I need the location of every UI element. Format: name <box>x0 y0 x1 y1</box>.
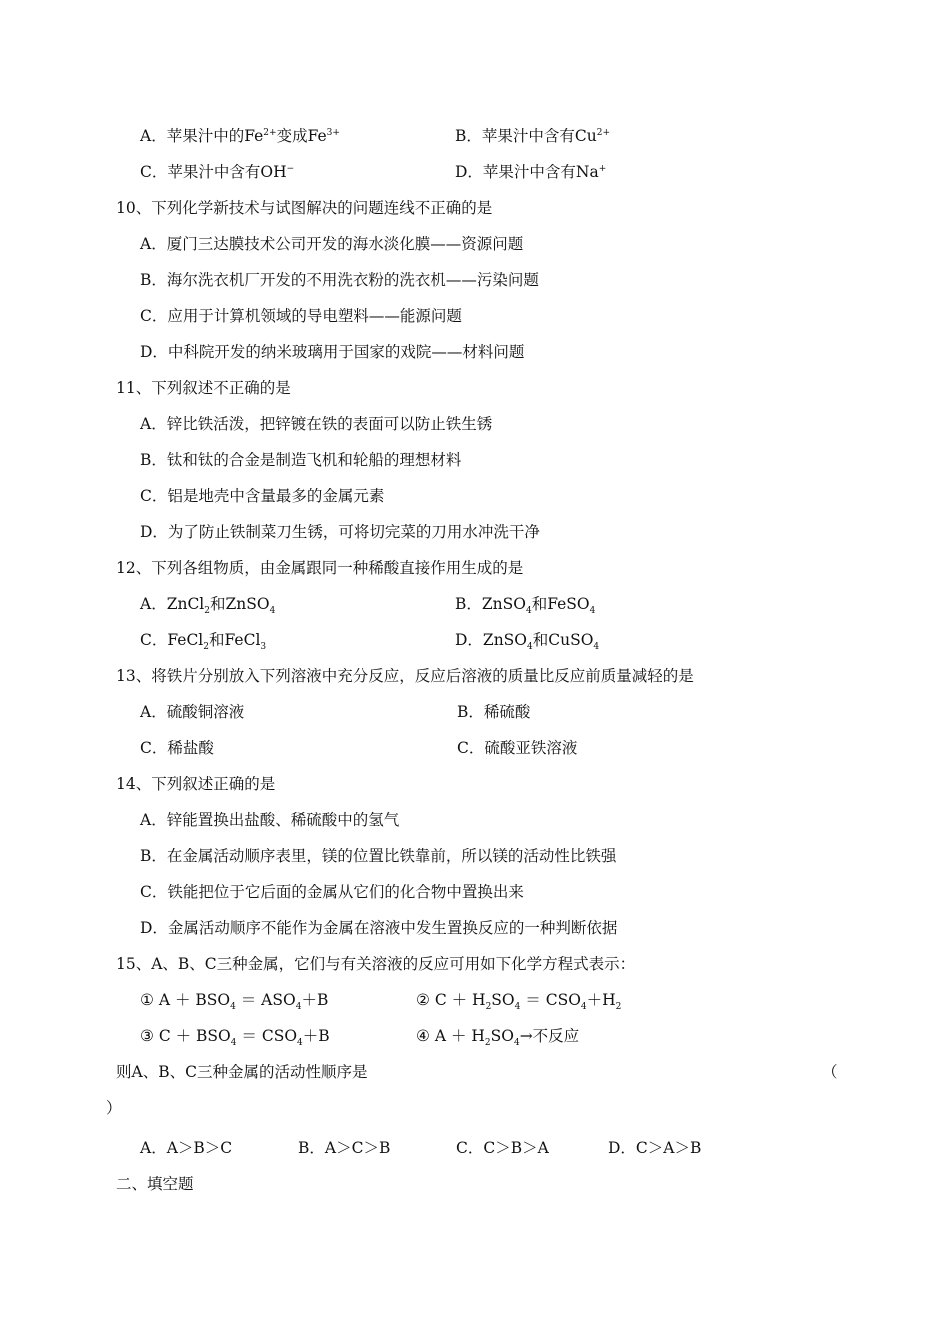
q15-question: 则A、B、C三种金属的活动性顺序是 <box>116 1063 368 1081</box>
q14-option-d: D．金属活动顺序不能作为金属在溶液中发生置换反应的一种判断依据 <box>140 919 618 937</box>
q11-stem: 11、下列叙述不正确的是 <box>116 379 291 397</box>
q15-equation-2: ② $C + H_2SO_4 = CSO_4+H_2$ <box>416 991 622 1013</box>
q11-option-c: C．铝是地壳中含量最多的金属元素 <box>140 487 385 505</box>
q15-equation-4: ④ $A + H_2SO_4\to$不反应 <box>416 1027 580 1049</box>
q14-option-b: B．在金属活动顺序表里，镁的位置比铁靠前，所以镁的活动性比铁强 <box>140 847 617 865</box>
q9-option-d: D．苹果汁中含有Na+ <box>455 163 607 181</box>
q10-stem: 10、下列化学新技术与试图解决的问题连线不正确的是 <box>116 199 493 217</box>
q12-option-d: D．ZnSO$_4$和CuSO$_4$ <box>455 631 600 653</box>
q15-equation-3: ③ $C + BSO_4 = CSO_4+B$ <box>140 1027 330 1049</box>
q12-option-a: A．ZnCl$_2$和ZnSO$_4$ <box>140 595 276 617</box>
answer-paren-open: （ <box>822 1063 838 1081</box>
q13-option-a: A．硫酸铜溶液 <box>140 703 245 721</box>
q9-option-c: C．苹果汁中含有OH− <box>140 163 295 181</box>
q10-option-b: B．海尔洗衣机厂开发的不用洗衣粉的洗衣机——污染问题 <box>140 271 539 289</box>
q12-option-c: C．FeCl$_2$和FeCl$_3$ <box>140 631 267 653</box>
q15-option-c: C．C＞B＞A <box>456 1139 549 1157</box>
q13-option-c: C．稀盐酸 <box>140 739 214 757</box>
q10-option-d: D．中科院开发的纳米玻璃用于国家的戏院——材料问题 <box>140 343 525 361</box>
q14-stem: 14、下列叙述正确的是 <box>116 775 276 793</box>
q10-option-c: C．应用于计算机领域的导电塑料——能源问题 <box>140 307 462 325</box>
q13-option-b: B．稀硫酸 <box>457 703 531 721</box>
q15-option-a: A．A＞B＞C <box>140 1139 233 1157</box>
q12-option-b: B．ZnSO$_4$和FeSO$_4$ <box>455 595 596 617</box>
q15-equation-1: ① $A + BSO_4 = ASO_4+B$ <box>140 991 329 1013</box>
q15-option-b: B．A＞C＞B <box>298 1139 391 1157</box>
q13-stem: 13、将铁片分别放入下列溶液中充分反应，反应后溶液的质量比反应前质量减轻的是 <box>116 667 694 685</box>
q9-option-a: A．苹果汁中的$Fe^{2+}$变成$Fe^{3+}$ <box>140 127 340 145</box>
q11-option-a: A．锌比铁活泼，把锌镀在铁的表面可以防止铁生锈 <box>140 415 493 433</box>
answer-paren-close: ） <box>106 1099 122 1117</box>
q13-option-d: C．硫酸亚铁溶液 <box>457 739 578 757</box>
q11-option-b: B．钛和钛的合金是制造飞机和轮船的理想材料 <box>140 451 462 469</box>
section-heading-fill-blank: 二、填空题 <box>116 1175 194 1193</box>
q10-option-a: A．厦门三达膜技术公司开发的海水淡化膜——资源问题 <box>140 235 524 253</box>
q15-option-d: D．C＞A＞B <box>608 1139 702 1157</box>
q14-option-a: A．锌能置换出盐酸、稀硫酸中的氢气 <box>140 811 400 829</box>
q9-option-b: B．苹果汁中含有$Cu^{2+}$ <box>455 127 611 145</box>
q12-stem: 12、下列各组物质，由金属跟同一种稀酸直接作用生成的是 <box>116 559 524 577</box>
q14-option-c: C．铁能把位于它后面的金属从它们的化合物中置换出来 <box>140 883 524 901</box>
q15-stem: 15、A、B、C三种金属，它们与有关溶液的反应可用如下化学方程式表示： <box>116 955 636 973</box>
q11-option-d: D．为了防止铁制菜刀生锈，可将切完菜的刀用水冲洗干净 <box>140 523 540 541</box>
